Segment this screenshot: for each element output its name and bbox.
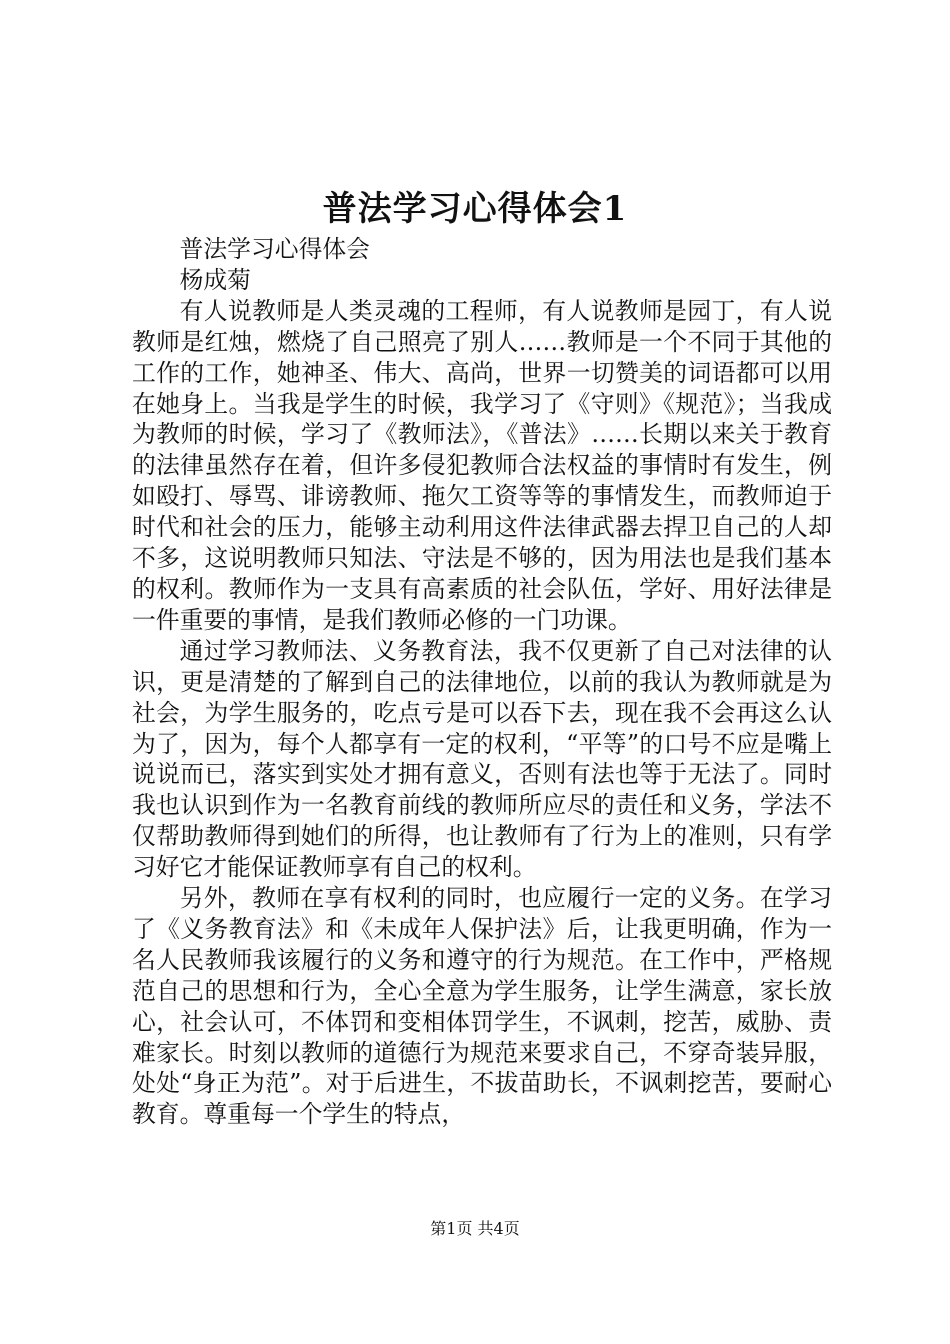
paragraph-author: 杨成菊	[179, 265, 251, 294]
paragraph-1: 有人说教师是人类灵魂的工程师，有人说教师是园丁，有人说教师是红烛，燃烧了自己照亮了别人……教师是一个不同于其他的工作的工作，她神圣、伟大、高尚，世界一切赞美的词语都可以用在她身上。当我是学生的时候，我学习了《守则》《规范》；当我成为教师的时候，学习了《教师法》，《普法》……长期以来关于教育的法律虽然存在着，但许多侵犯教师合法权益的事情时有发生，例如殴打、辱骂、诽谤教师、拖欠工资等等的事情发生，而教师迫于时代和社会的压力，能够主动利用这件法律武器去捍卫自己的人却不多，这说明教师只知法、守法是不够的，因为用法也是我们基本的权利。教师作为一支具有高素质的社会队伍，学好、用好法律是一件重要的事情，是我们教师必修的一门功课。	[132, 296, 832, 634]
document-body	[132, 234, 832, 1130]
paragraph-2: 通过学习教师法、义务教育法，我不仅更新了自己对法律的认识，更是清楚的了解到自己的法律地位，以前的我认为教师就是为社会，为学生服务的，吃点亏是可以吞下去，现在我不会再这么认为了，因为，每个人都享有一定的权利，“平等”的口号不应是嘴上说说而已，落实到实处才拥有意义，否则有法也等于无法了。同时我也认识到作为一名教育前线的教师所应尽的责任和义务，学法不仅帮助教师得到她们的所得，也让教师有了行为上的准则，只有学习好它才能保证教师享有自己的权利。	[132, 636, 832, 882]
paragraph-3: 另外，教师在享有权利的同时，也应履行一定的义务。在学习了《义务教育法》和《未成年人保护法》后，让我更明确，作为一名人民教师我该履行的义务和遵守的行为规范。在工作中，严格规范自己的思想和行为，全心全意为学生服务，让学生满意，家长放心，社会认可，不体罚和变相体罚学生，不讽刺，挖苦，威胁、责难家长。时刻以教师的道德行为规范来要求自己，不穿奇装异服，处处“身正为范”。对于后进生，不拔苗助长，不讽刺挖苦，要耐心教育。尊重每一个学生的特点，	[132, 884, 832, 1129]
document-title: 普法学习心得体会1	[322, 189, 628, 229]
paragraph-subtitle: 普法学习心得体会	[179, 235, 370, 263]
page-footer: 第1页 共4页	[430, 1219, 520, 1238]
